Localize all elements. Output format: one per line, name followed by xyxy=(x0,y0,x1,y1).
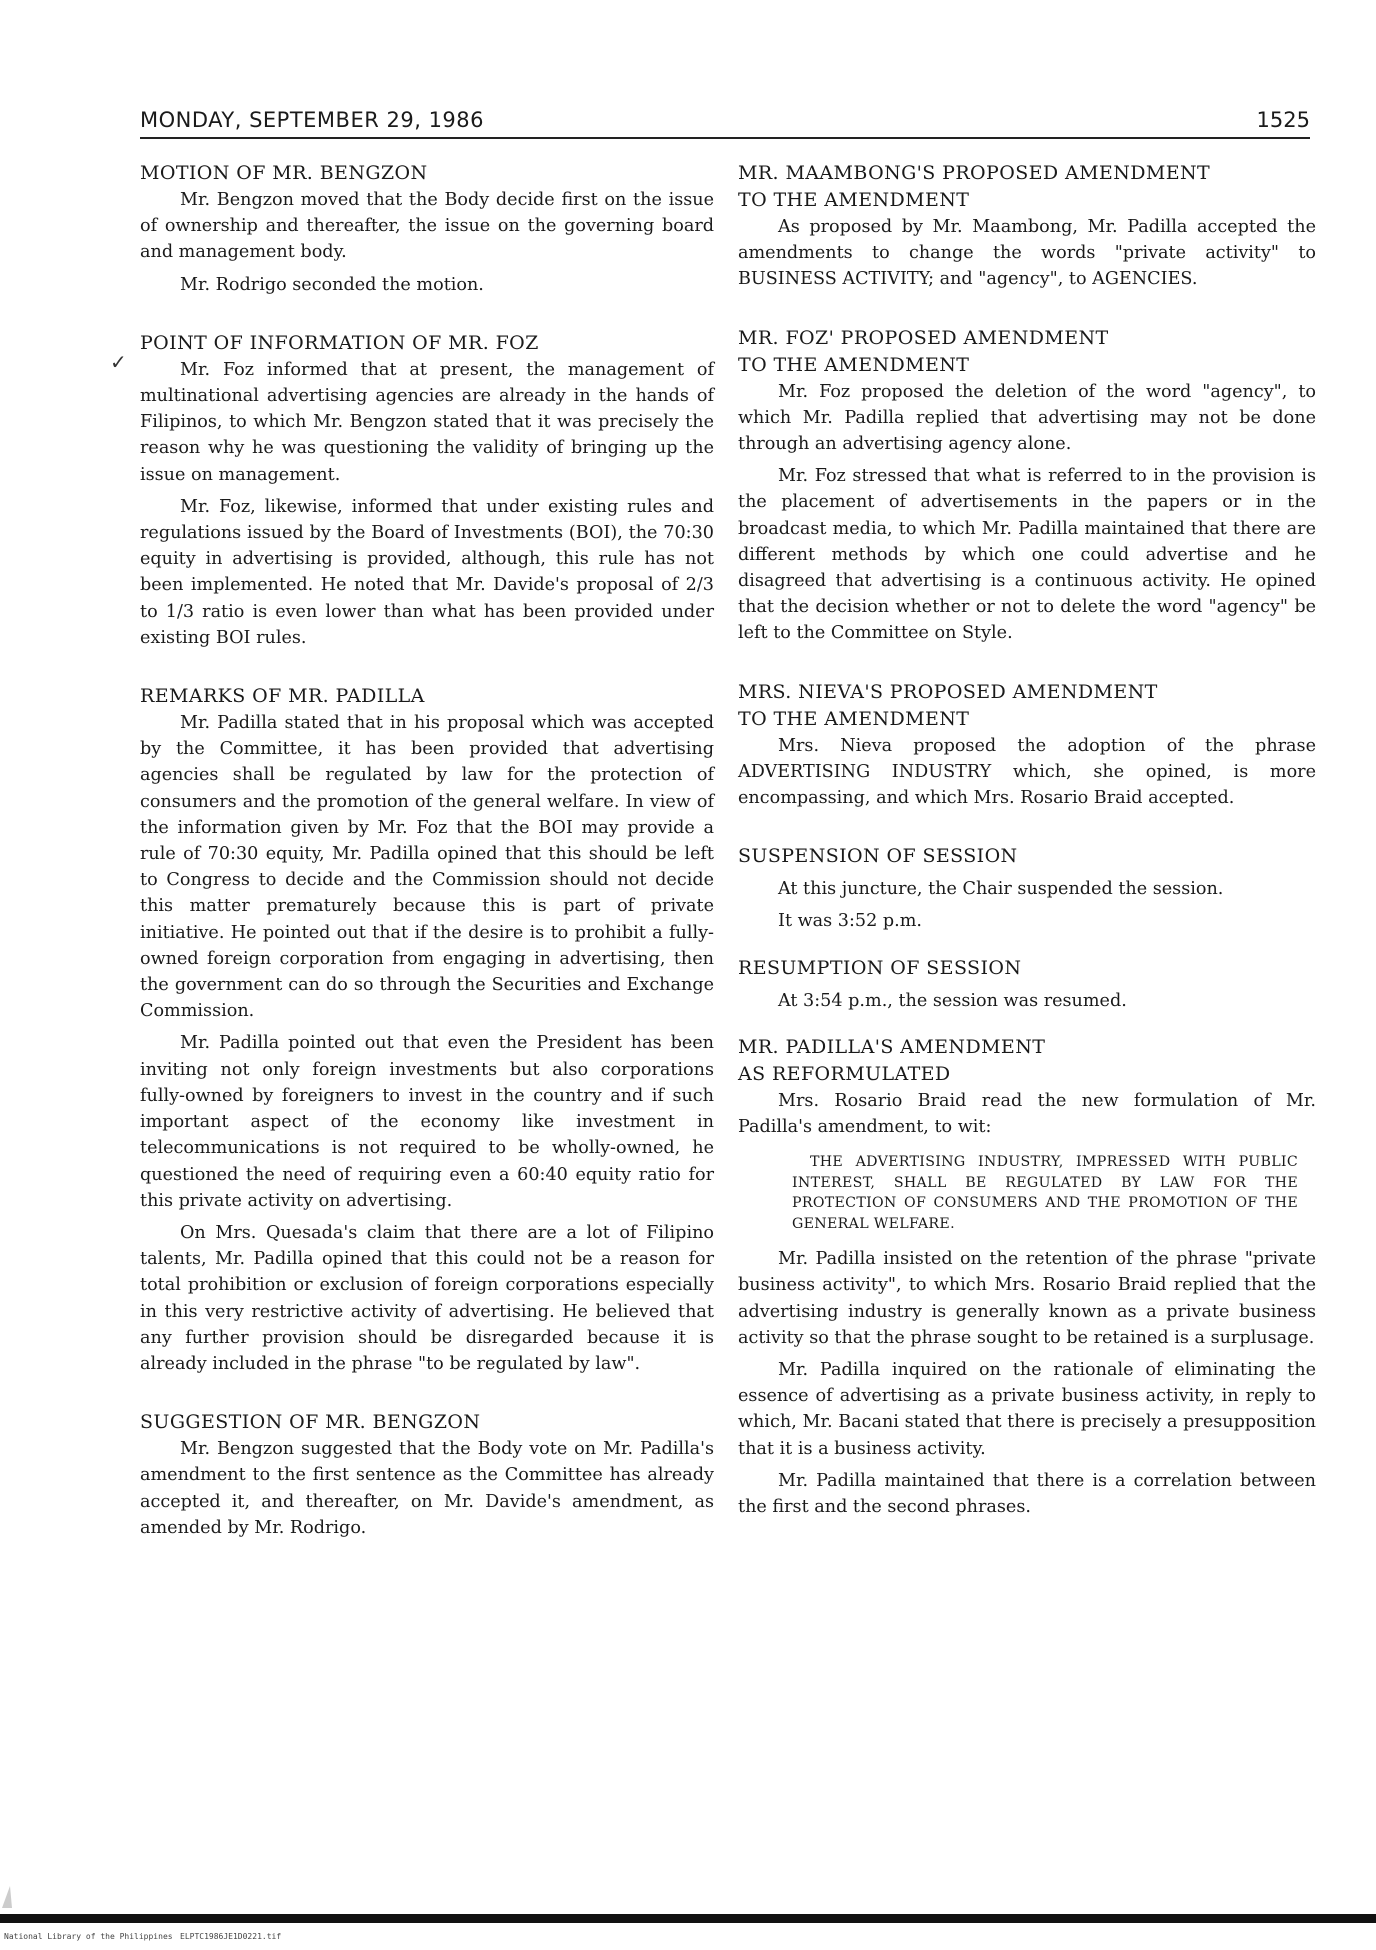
section-heading: RESUMPTION OF SESSION xyxy=(738,956,1022,979)
section-heading: POINT OF INFORMATION OF MR. FOZ xyxy=(140,331,539,354)
section-heading: REMARKS OF MR. PADILLA xyxy=(140,685,425,708)
scan-code: ELPTC1986JE1D0221.tif xyxy=(180,1932,282,1941)
paragraph: Mr. Padilla pointed out that even the President has been inviting not only foreign investments but also corporations fully-owned by foreigners to invest in the country and if such important aspect of the economy like investment in telecommunications is not required to be wholly-owned, he questioned the need of requiring even a 60:40 equity ratio for this private activity on advertising. xyxy=(140,1033,714,1211)
header-divider xyxy=(140,137,1310,139)
paragraph: On Mrs. Quesada's claim that there are a lot of Filipino talents, Mr. Padilla opined that this could not be a reason for total prohibition or exclusion of foreign corporations especially in this very restrictive activity of advertising. He believed that any further provision should be disregarded because it is already included in the phrase "to be regulated by law". xyxy=(140,1222,714,1374)
heading-line: MR. FOZ' PROPOSED AMENDMENT xyxy=(738,326,1109,349)
heading-line: TO THE AMENDMENT xyxy=(738,707,970,730)
section-heading: SUSPENSION OF SESSION xyxy=(738,845,1018,868)
left-column xyxy=(140,160,714,1541)
paragraph: As proposed by Mr. Maambong, Mr. Padilla accepted the amendments to change the words "private activity" to BUSINESS ACTIVITY; and "agency", to AGENCIES. xyxy=(738,217,1316,290)
checkmark-icon: ✓ xyxy=(110,350,127,374)
paragraph: Mrs. Nieva proposed the adoption of the phrase ADVERTISING INDUSTRY which, she opined, is more encompassing, and which Mrs. Rosario Braid accepted. xyxy=(738,735,1316,809)
section-heading xyxy=(738,160,1316,214)
section-heading: SUGGESTION OF MR. BENGZON xyxy=(140,1411,481,1434)
paragraph: Mr. Padilla maintained that there is a correlation between the first and the second phrases. xyxy=(738,1470,1316,1518)
section-heading xyxy=(738,1034,1316,1088)
section-heading xyxy=(738,325,1316,379)
paragraph: At this juncture, the Chair suspended the session. xyxy=(778,879,1224,900)
paragraph: Mr. Bengzon moved that the Body decide first on the issue of ownership and thereafter, the issue on the governing board and management body. xyxy=(140,190,714,263)
paragraph: Mr. Foz informed that at present, the management of multinational advertising agencies are already in the hands of Filipinos, to which Mr. Bengzon stated that it was precisely the reason why he was questioning the validity of bringing up the issue on management. xyxy=(140,359,714,485)
paragraph: Mr. Bengzon suggested that the Body vote on Mr. Padilla's amendment to the first sentence as the Committee has already accepted it, and thereafter, on Mr. Davide's amendment, as amended by Mr. Rodrigo. xyxy=(140,1439,714,1538)
section-heading xyxy=(738,679,1316,733)
heading-line: AS REFORMULATED xyxy=(738,1062,951,1085)
quoted-amendment: THE ADVERTISING INDUSTRY, IMPRESSED WITH PUBLIC INTEREST, SHALL BE REGULATED BY LAW FOR THE PROTECTION OF CONSUMERS AND THE PROMOTION OF THE GENERAL WELFARE. xyxy=(792,1154,1298,1232)
page-number: 1525 xyxy=(1256,108,1310,132)
paragraph: Mr. Rodrigo seconded the motion. xyxy=(180,274,484,295)
paragraph: Mr. Padilla stated that in his proposal which was accepted by the Committee, it has been provided that advertising agencies shall be regulated by law for the protection of consumers and the promotion of the general welfare. In view of the information given by Mr. Foz that the BOI may provide a rule of 70:30 equity, Mr. Padilla opined that this should be left to Congress to decide and the Commission should not decide this matter prematurely because this is part of private initiative. He pointed out that if the desire is to prohibit a fully-owned foreign corporation from engaging in advertising, then the government can do so through the Securities and Exchange Commission. xyxy=(140,713,714,1022)
heading-line: TO THE AMENDMENT xyxy=(738,353,970,376)
paragraph: It was 3:52 p.m. xyxy=(778,911,923,932)
library-note: National Library of the Philippines xyxy=(4,1932,173,1941)
paragraph: Mr. Foz, likewise, informed that under existing rules and regulations issued by the Board of Investments (BOI), the 70:30 equity in advertising is provided, although, this rule has not been implemented. He noted that Mr. Davide's proposal of 2/3 to 1/3 ratio is even lower than what has been provided under existing BOI rules. xyxy=(140,496,714,648)
paragraph: Mr. Foz stressed that what is referred to in the provision is the placement of advertisements in the papers or in the broadcast media, to which Mr. Padilla maintained that there are different methods by which one could advertise and he disagreed that advertising is a continuous activity. He opined that the decision whether or not to delete the word "agency" be left to the Committee on Style. xyxy=(738,466,1316,644)
right-column xyxy=(738,160,1316,1520)
paragraph: At 3:54 p.m., the session was resumed. xyxy=(778,990,1127,1011)
paragraph: Mr. Foz proposed the deletion of the word "agency", to which Mr. Padilla replied that advertising may not be done through an advertising agency alone. xyxy=(738,381,1316,455)
heading-line: MR. PADILLA'S AMENDMENT xyxy=(738,1035,1046,1058)
paragraph: Mrs. Rosario Braid read the new formulation of Mr. Padilla's amendment, to wit: xyxy=(738,1090,1316,1138)
page-date: MONDAY, SEPTEMBER 29, 1986 xyxy=(140,108,485,132)
paragraph: Mr. Padilla inquired on the rationale of eliminating the essence of advertising as a private business activity, in reply to which, Mr. Bacani stated that there is precisely a presupposition that it is a business activity. xyxy=(738,1360,1316,1459)
section-heading: MOTION OF MR. BENGZON xyxy=(140,162,428,184)
heading-line: TO THE AMENDMENT xyxy=(738,189,970,211)
heading-line: MRS. NIEVA'S PROPOSED AMENDMENT xyxy=(738,680,1158,703)
paragraph: Mr. Padilla insisted on the retention of the phrase "private business activity", to which Mrs. Rosario Braid replied that the advertising industry is generally known as a private business activity so that the phrase sought to be retained is a surplusage. xyxy=(738,1249,1316,1348)
scan-artifact-icon xyxy=(0,1880,30,1910)
bottom-scan-border xyxy=(0,1914,1376,1923)
heading-line: MR. MAAMBONG'S PROPOSED AMENDMENT xyxy=(738,162,1211,184)
